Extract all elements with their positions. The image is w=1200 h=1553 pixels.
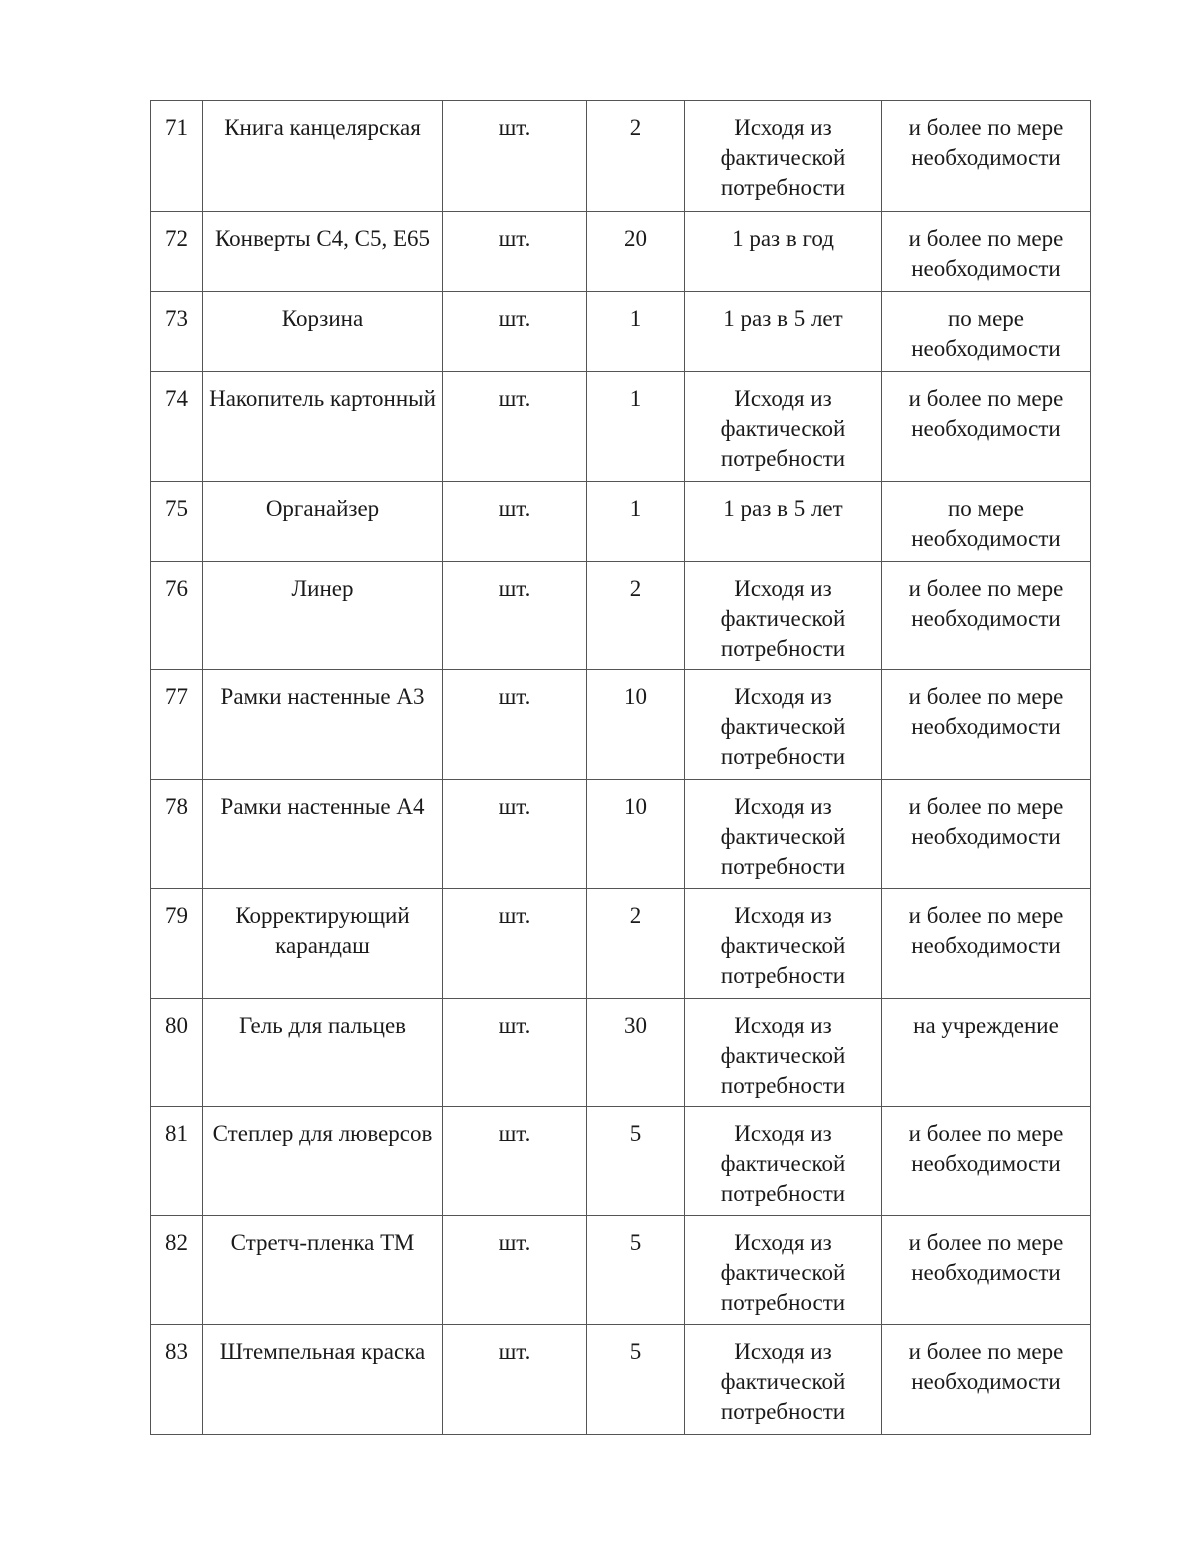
table-row <box>151 372 1091 482</box>
item-note: и более по мере необходимости <box>882 562 1091 670</box>
item-unit: шт. <box>443 999 587 1107</box>
item-note: и более по мере необходимости <box>882 101 1091 212</box>
item-unit: шт. <box>443 670 587 780</box>
item-frequency: 1 раз в 5 лет <box>685 482 882 562</box>
row-number: 75 <box>151 482 203 562</box>
table-row <box>151 1325 1091 1435</box>
item-quantity: 30 <box>587 999 685 1107</box>
item-unit: шт. <box>443 101 587 212</box>
item-name: Линер <box>203 562 443 670</box>
item-name: Гель для пальцев <box>203 999 443 1107</box>
table-row <box>151 670 1091 780</box>
item-name: Книга канцелярская <box>203 101 443 212</box>
item-frequency: Исходя из фактической потребности <box>685 780 882 889</box>
item-name: Рамки настенные А3 <box>203 670 443 780</box>
table-row <box>151 889 1091 999</box>
item-frequency: Исходя из фактической потребности <box>685 889 882 999</box>
item-name: Степлер для люверсов <box>203 1107 443 1216</box>
item-quantity: 2 <box>587 889 685 999</box>
item-frequency: Исходя из фактической потребности <box>685 1216 882 1325</box>
item-note: на учреждение <box>882 999 1091 1107</box>
item-name: Стретч-пленка ТМ <box>203 1216 443 1325</box>
table-row <box>151 292 1091 372</box>
item-note: и более по мере необходимости <box>882 670 1091 780</box>
item-unit: шт. <box>443 292 587 372</box>
item-frequency: Исходя из фактической потребности <box>685 1325 882 1435</box>
item-unit: шт. <box>443 482 587 562</box>
table-row <box>151 562 1091 670</box>
item-note: и более по мере необходимости <box>882 780 1091 889</box>
item-quantity: 20 <box>587 212 685 292</box>
row-number: 72 <box>151 212 203 292</box>
item-frequency: Исходя из фактической потребности <box>685 670 882 780</box>
item-unit: шт. <box>443 562 587 670</box>
row-number: 76 <box>151 562 203 670</box>
item-name: Органайзер <box>203 482 443 562</box>
item-note: и более по мере необходимости <box>882 372 1091 482</box>
item-quantity: 10 <box>587 670 685 780</box>
item-unit: шт. <box>443 889 587 999</box>
item-frequency: Исходя из фактической потребности <box>685 1107 882 1216</box>
item-name: Конверты С4, С5, Е65 <box>203 212 443 292</box>
item-frequency: Исходя из фактической потребности <box>685 999 882 1107</box>
row-number: 71 <box>151 101 203 212</box>
row-number: 81 <box>151 1107 203 1216</box>
row-number: 83 <box>151 1325 203 1435</box>
item-quantity: 1 <box>587 292 685 372</box>
item-note: по мере необходимости <box>882 482 1091 562</box>
item-quantity: 5 <box>587 1107 685 1216</box>
row-number: 82 <box>151 1216 203 1325</box>
row-number: 77 <box>151 670 203 780</box>
row-number: 73 <box>151 292 203 372</box>
item-note: и более по мере необходимости <box>882 212 1091 292</box>
item-note: и более по мере необходимости <box>882 1325 1091 1435</box>
item-name: Накопитель картонный <box>203 372 443 482</box>
item-quantity: 1 <box>587 482 685 562</box>
item-unit: шт. <box>443 1325 587 1435</box>
item-quantity: 10 <box>587 780 685 889</box>
item-quantity: 5 <box>587 1325 685 1435</box>
item-frequency: 1 раз в год <box>685 212 882 292</box>
row-number: 78 <box>151 780 203 889</box>
table-row <box>151 1216 1091 1325</box>
table-row <box>151 780 1091 889</box>
row-number: 80 <box>151 999 203 1107</box>
item-quantity: 2 <box>587 101 685 212</box>
row-number: 74 <box>151 372 203 482</box>
item-note: и более по мере необходимости <box>882 1107 1091 1216</box>
item-note: по мере необходимости <box>882 292 1091 372</box>
item-name: Штемпельная краска <box>203 1325 443 1435</box>
item-quantity: 2 <box>587 562 685 670</box>
supply-norms-table <box>150 100 1091 1435</box>
item-frequency: Исходя из фактической потребности <box>685 101 882 212</box>
table-row <box>151 482 1091 562</box>
item-note: и более по мере необходимости <box>882 1216 1091 1325</box>
item-quantity: 5 <box>587 1216 685 1325</box>
item-name: Рамки настенные А4 <box>203 780 443 889</box>
item-unit: шт. <box>443 1216 587 1325</box>
item-frequency: Исходя из фактической потребности <box>685 372 882 482</box>
item-name: Корректирующий карандаш <box>203 889 443 999</box>
item-frequency: Исходя из фактической потребности <box>685 562 882 670</box>
table-row <box>151 212 1091 292</box>
item-note: и более по мере необходимости <box>882 889 1091 999</box>
table-row <box>151 1107 1091 1216</box>
item-unit: шт. <box>443 1107 587 1216</box>
table-row <box>151 999 1091 1107</box>
row-number: 79 <box>151 889 203 999</box>
item-quantity: 1 <box>587 372 685 482</box>
item-unit: шт. <box>443 372 587 482</box>
item-unit: шт. <box>443 212 587 292</box>
item-unit: шт. <box>443 780 587 889</box>
item-name: Корзина <box>203 292 443 372</box>
item-frequency: 1 раз в 5 лет <box>685 292 882 372</box>
table-row <box>151 101 1091 212</box>
